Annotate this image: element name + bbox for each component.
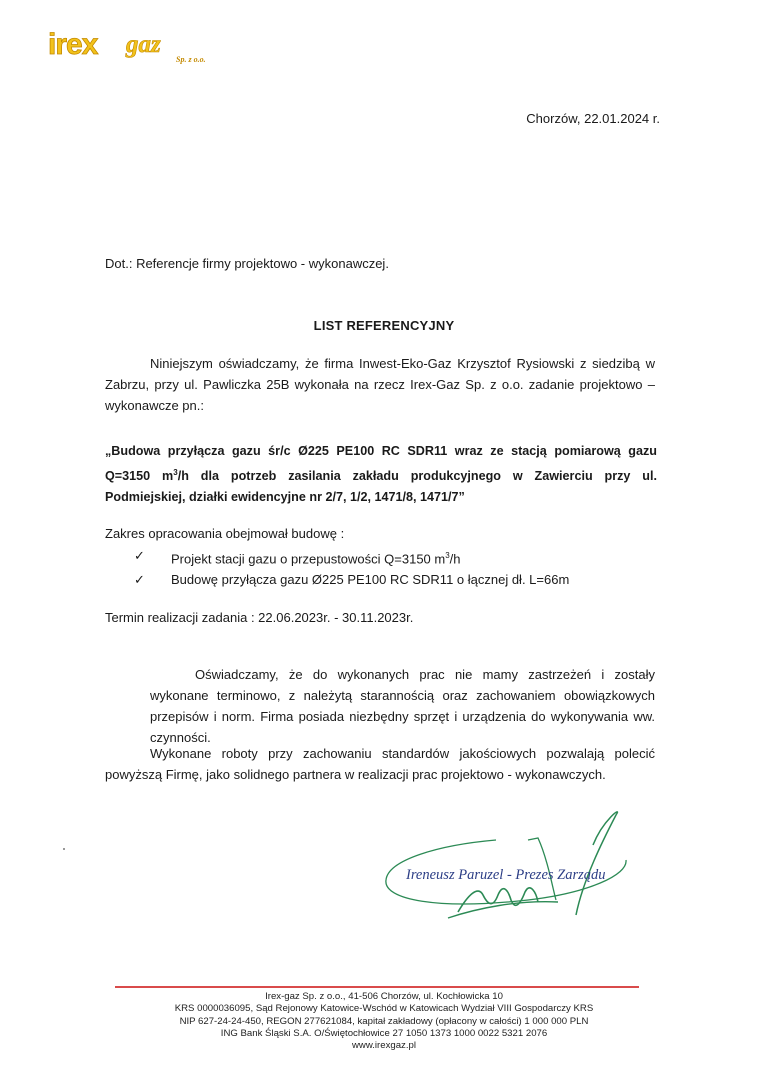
scope-intro: Zakres opracowania obejmował budowę : — [105, 526, 345, 541]
statement-text-2: Wykonane roboty przy zachowaniu standardów jakościowych pozwalają polecić powyższą Firmę, jako solidnego partnera w realizacji prac projektowo - wykonawczych. — [105, 746, 655, 782]
project-name-sup: 3 — [173, 468, 178, 477]
intro-paragraph: Niniejszym oświadczamy, że firma Inwest-Eko-Gaz Krzysztof Rysiowski z siedzibą w Zabrzu, przy ul. Pawliczka 25B wykonała na rzecz Irex-Gaz Sp. z o.o. zadanie projektowo – wykonawcze pn.: — [105, 356, 655, 413]
scope-list — [134, 544, 569, 592]
scope-item-text — [171, 544, 461, 568]
scope-item-2-text: Budowę przyłącza gazu Ø225 PE100 RC SDR11 o łącznej dł. L=66m — [171, 572, 570, 587]
scope-item — [134, 544, 569, 568]
logo-text-gaz: gaz — [126, 31, 161, 58]
statement-text-1: Oświadczamy, że do wykonanych prac nie mamy zastrzeżeń i zostały wykonane terminowo, z należytą starannością oraz zachowaniem obowiązkowych przepisów i norm. Firma posiada niezbędny sprzęt i urządzenia do wykonywania ww. czynności. — [150, 667, 655, 745]
check-icon: ✓ — [134, 572, 145, 587]
signature-stamp: Ireneusz Paruzel - Prezes Zarządu — [406, 867, 606, 883]
scope-item — [134, 568, 569, 592]
check-icon: ✓ — [134, 548, 145, 563]
scan-speck — [63, 848, 65, 850]
letter-title: LIST REFERENCYJNY — [313, 318, 455, 333]
completion-term: Termin realizacji zadania : 22.06.2023r. - 30.11.2023r. — [105, 610, 414, 625]
project-name-part1: „Budowa przyłącza gazu śr/c Ø225 PE100 RC SDR11 wraz ze stacją pomiarową gazu Q=3150 m — [105, 444, 657, 484]
project-name-part2: /h dla potrzeb zasilania zakładu produkcyjnego w Zawierciu przy ul. Podmiejskiej, działki ewidencyjne nr 2/7, 1/2, 1471/8, 1471/7” — [105, 469, 657, 505]
scope-item-1-text: Projekt stacji gazu o przepustowości Q=3150 m — [171, 551, 446, 567]
recommendation-paragraph — [105, 743, 655, 785]
logo-text-main: irex — [48, 28, 98, 61]
scope-item-1-unit: /h — [449, 551, 461, 567]
statement-line-1 — [105, 664, 655, 748]
logo-text-suffix: Sp. z o.o. — [176, 55, 206, 64]
letter-subject: Dot.: Referencje firmy projektowo - wykonawczej. — [105, 256, 389, 271]
footer-line-1: Irex-gaz Sp. z o.o., 41-506 Chorzów, ul. Kochłowicka 10 — [265, 991, 503, 1002]
scope-item-1-sup: 3 — [445, 551, 450, 560]
letter-date: Chorzów, 22.01.2024 r. — [526, 111, 660, 126]
footer-line-4: ING Bank Śląski S.A. O/Świętochłowice 27 1050 1373 1000 0022 5321 2076 — [220, 1027, 548, 1039]
project-name — [105, 441, 657, 508]
company-logo — [46, 28, 226, 68]
footer-line-2: KRS 0000036095, Sąd Rejonowy Katowice-Wschód w Katowicach Wydział VIII Gospodarczy KRS — [174, 1003, 594, 1015]
footer-website: www.irexgaz.pl — [352, 1040, 416, 1052]
footer-divider — [115, 986, 639, 988]
statement-paragraph — [105, 664, 655, 748]
footer-line-3: NIP 627-24-24-450, REGON 277621084, kapitał zakładowy (opłacony w całości) 1 000 000 PLN — [179, 1015, 589, 1027]
footer — [0, 991, 768, 1052]
